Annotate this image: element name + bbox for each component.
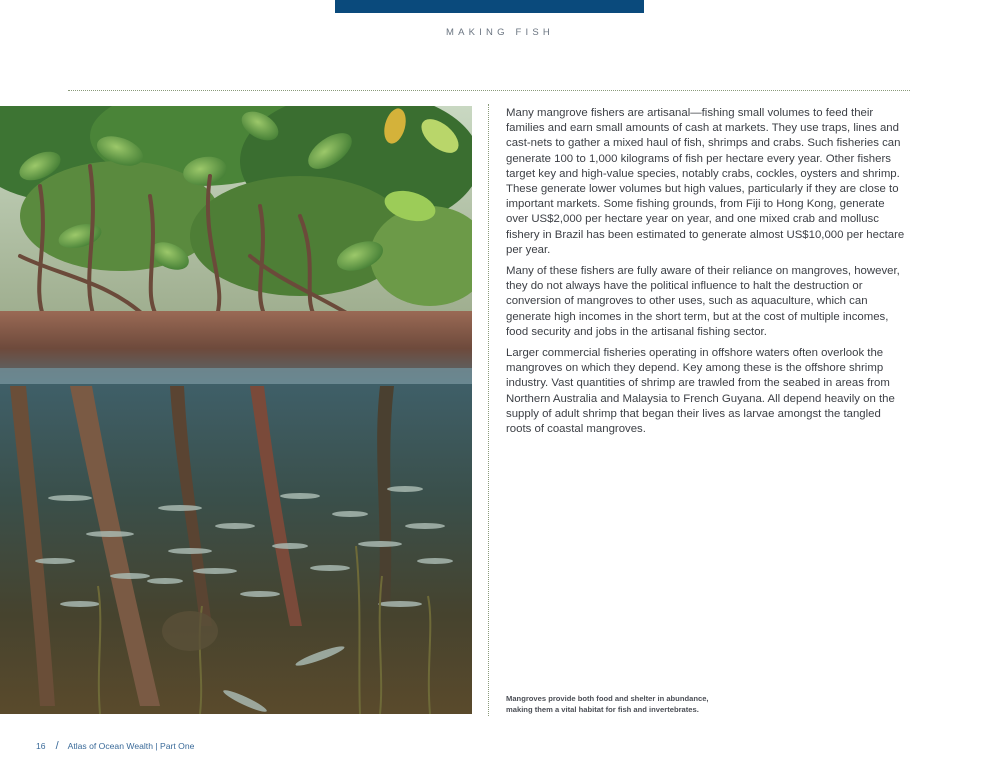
footer-separator: |	[155, 741, 158, 751]
body-paragraph: Many mangrove fishers are artisanal—fishing small volumes to feed their families and earn small amounts of cash at markets. They use traps, lines and cast-nets to gather a mixed haul of fish, shrimps and crabs. Such fisheries can generate 100 to 1,000 kilograms of fish per hectare every year. Other fishers target key and high-value species, notably crabs, cockles, oysters and shrimp. These generate lower volumes but high values, particularly if they are close to important markets. Some fishing grounds, from Fiji to Hong Kong, generate over US$2,000 per hectare year on year, and one mixed crab and mollusc fishery in Brazil has been estimated to generate almost US$10,000 per hectare per year.	[506, 107, 905, 256]
caption-line: Mangroves provide both food and shelter in abundance,	[506, 694, 709, 703]
photo-caption	[506, 693, 766, 715]
page-footer	[36, 740, 194, 752]
caption-line: making them a vital habitat for fish and invertebrates.	[506, 705, 699, 714]
body-text	[506, 106, 906, 443]
top-accent-bar	[335, 0, 644, 13]
horizontal-dotted-rule	[68, 90, 910, 91]
body-paragraph: Many of these fishers are fully aware of their reliance on mangroves, however, they do not always have the political influence to halt the destruction or conversion of mangroves to other uses, such as aquaculture, which can generate high incomes in the short term, but at the cost of multiple incomes, food security and jobs in the artisanal fishing sector.	[506, 265, 900, 338]
page-number: 16	[36, 741, 46, 751]
publication-title: Atlas of Ocean Wealth	[67, 741, 153, 751]
slash-divider: /	[55, 740, 59, 752]
running-head: MAKING FISH	[446, 27, 554, 38]
vertical-dotted-rule	[488, 104, 489, 716]
body-paragraph: Larger commercial fisheries operating in offshore waters often overlook the mangroves on which they depend. Key among these is the offshore shrimp industry. Vast quantities of shrimp are trawled from the seabed in areas from Northern Australia and Malaysia to French Guyana. All depend heavily on the supply of adult shrimp that began their lives as larvae amongst the tangled roots of coastal mangroves.	[506, 347, 895, 436]
mangrove-photo	[0, 106, 472, 714]
part-label: Part One	[160, 741, 195, 751]
